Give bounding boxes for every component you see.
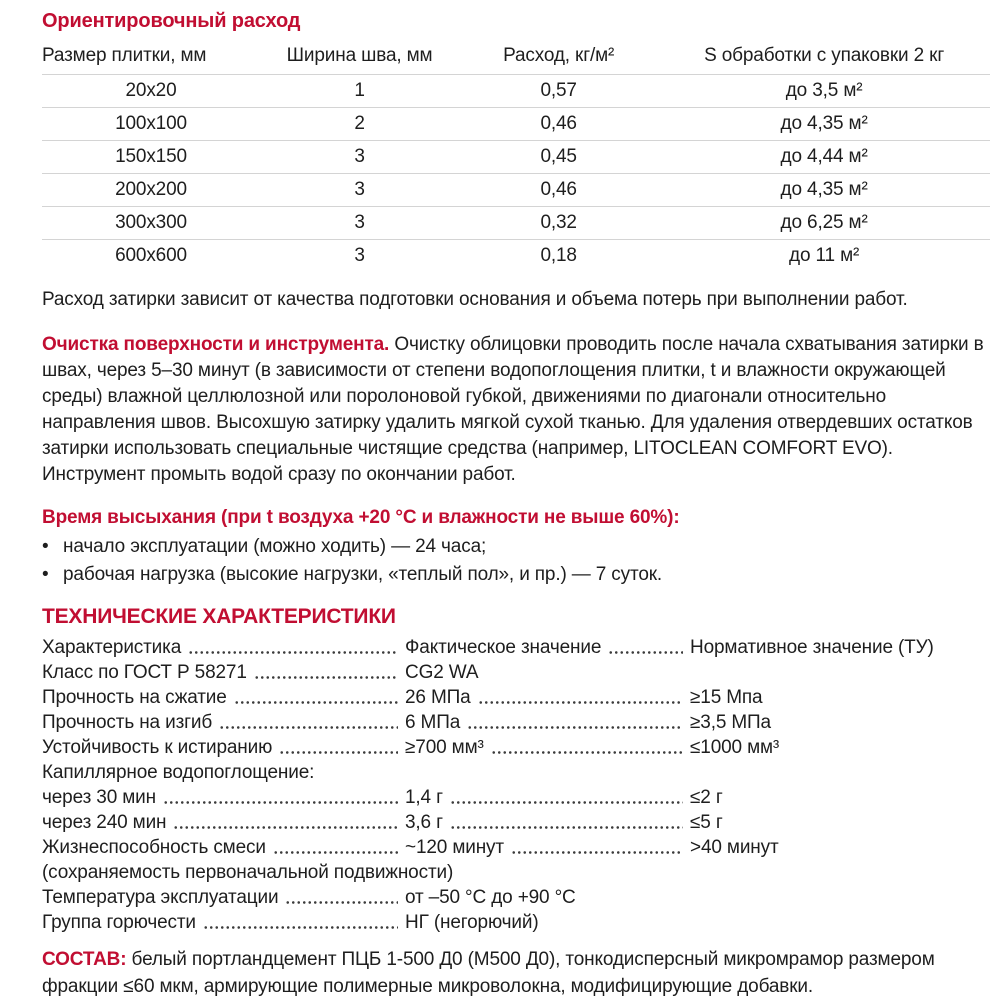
table-row <box>42 174 990 207</box>
col-header-coverage: S обработки с упаковки 2 кг <box>704 45 945 66</box>
tech-label: Жизнеспособность смеси <box>42 837 266 858</box>
table-cell: 3 <box>260 240 459 273</box>
consumption-table-header <box>42 43 990 75</box>
tech-row <box>42 910 985 935</box>
table-cell: 0,45 <box>459 141 658 174</box>
composition-paragraph <box>42 946 985 1000</box>
tech-row <box>42 835 985 860</box>
tech-row <box>42 735 985 760</box>
tech-norm: Нормативное значение (ТУ) <box>690 637 934 658</box>
drying-heading: Время высыхания (при t воздуха +20 °C и влажности не выше 60%): <box>42 507 680 528</box>
cleaning-lead: Очистка поверхности и инструмента. <box>42 334 390 355</box>
dot-leader <box>285 885 398 910</box>
drying-item-text: начало эксплуатации (можно ходить) — 24 часа; <box>63 536 487 557</box>
table-cell: 1 <box>260 75 459 108</box>
tech-label: через 30 мин <box>42 787 156 808</box>
tech-label: (сохраняемость первоначальной подвижности) <box>42 862 454 883</box>
col-header-consumption: Расход, кг/м² <box>503 45 615 66</box>
consumption-table <box>42 43 990 272</box>
table-cell: до 3,5 м² <box>658 75 990 108</box>
col-header-tile-size: Размер плитки, мм <box>42 45 207 66</box>
dot-leader <box>450 785 683 810</box>
dot-leader <box>491 735 683 760</box>
tech-row <box>42 885 985 910</box>
dot-leader <box>279 735 398 760</box>
tech-label: Группа горючести <box>42 912 196 933</box>
tech-value: НГ (негорючий) <box>405 912 539 933</box>
dot-leader <box>273 835 398 860</box>
table-cell: 0,32 <box>459 207 658 240</box>
cleaning-paragraph <box>42 332 985 488</box>
tech-label: Устойчивость к истиранию <box>42 737 273 758</box>
dot-leader <box>511 835 683 860</box>
table-cell: 300x300 <box>42 207 260 240</box>
dot-leader <box>203 910 398 935</box>
table-row <box>42 141 990 174</box>
table-cell: 0,57 <box>459 75 658 108</box>
tech-label: Капиллярное водопоглощение: <box>42 762 315 783</box>
tech-value: Фактическое значение <box>405 637 602 658</box>
tech-norm: ≥3,5 МПа <box>690 712 771 733</box>
dot-leader <box>450 810 683 835</box>
tech-norm: ≤5 г <box>690 812 723 833</box>
tech-label: Класс по ГОСТ Р 58271 <box>42 662 247 683</box>
tech-norm: ≥15 Мпа <box>690 687 763 708</box>
tech-label: через 240 мин <box>42 812 167 833</box>
bullet-icon: • <box>42 536 49 557</box>
table-cell: до 6,25 м² <box>658 207 990 240</box>
bullet-icon: • <box>42 564 49 585</box>
table-cell: 20x20 <box>42 75 260 108</box>
dot-leader <box>608 635 683 660</box>
drying-item-text: рабочая нагрузка (высокие нагрузки, «теплый пол», и пр.) — 7 суток. <box>63 564 663 585</box>
composition-lead: СОСТАВ: <box>42 949 127 970</box>
tech-row <box>42 635 985 660</box>
dot-leader <box>173 810 398 835</box>
tech-row <box>42 685 985 710</box>
table-row <box>42 108 990 141</box>
drying-section <box>42 504 985 589</box>
drying-list <box>42 533 985 589</box>
cleaning-text: Очистку облицовки проводить после начала схватывания затирки в швах, через 5–30 минут (в зависимости от степени водопоглощения плитки, t и влажности окружающей среды) влажной целлюлозной или поролоновой губкой, движениями по диагонали относительно направления швов. Высохшую затирку удалить мягкой сухой тканью. Для удаления отвердевших остатков затирки использовать специальные чистящие средства (например, LITOCLEAN COMFORT EVO). Инструмент промыть водой сразу по окончании работ. <box>42 334 984 485</box>
tech-value: ≥700 мм³ <box>405 737 484 758</box>
table-cell: до 4,44 м² <box>658 141 990 174</box>
tech-value: от –50 °C до +90 °C <box>405 887 576 908</box>
dot-leader <box>234 685 398 710</box>
tech-label: Характеристика <box>42 637 182 658</box>
table-cell: до 4,35 м² <box>658 108 990 141</box>
tech-label: Прочность на изгиб <box>42 712 213 733</box>
dot-leader <box>163 785 398 810</box>
tech-value: 1,4 г <box>405 787 443 808</box>
composition-text: белый портландцемент ПЦБ 1-500 Д0 (М500 Д0), тонкодисперсный микромрамор размером фракции ≤60 мкм, армирующие полимерные микроволокна, модифицирующие добавки. <box>42 949 935 997</box>
table-cell: 600x600 <box>42 240 260 273</box>
tech-section-title: ТЕХНИЧЕСКИЕ ХАРАКТЕРИСТИКИ <box>42 605 396 628</box>
col-header-seam-width: Ширина шва, мм <box>286 45 433 66</box>
table-cell: 2 <box>260 108 459 141</box>
tech-row <box>42 860 985 885</box>
table-cell: до 4,35 м² <box>658 174 990 207</box>
table-cell: до 11 м² <box>658 240 990 273</box>
tech-norm: ≤1000 мм³ <box>690 737 780 758</box>
tech-row <box>42 810 985 835</box>
drying-list-item <box>42 533 985 561</box>
table-cell: 3 <box>260 174 459 207</box>
tech-value: CG2 WA <box>405 662 479 683</box>
table-cell: 150x150 <box>42 141 260 174</box>
dot-leader <box>219 710 398 735</box>
tech-row <box>42 760 985 785</box>
table-cell: 3 <box>260 207 459 240</box>
dot-leader <box>467 710 683 735</box>
tech-value: ~120 минут <box>405 837 504 858</box>
drying-list-item <box>42 561 985 589</box>
consumption-table-body <box>42 75 990 273</box>
tech-row <box>42 710 985 735</box>
table-cell: 3 <box>260 141 459 174</box>
tech-row <box>42 785 985 810</box>
tech-value: 3,6 г <box>405 812 443 833</box>
table-row <box>42 240 990 273</box>
tech-label: Прочность на сжатие <box>42 687 227 708</box>
tech-value: 6 МПа <box>405 712 461 733</box>
table-row <box>42 207 990 240</box>
tech-label: Температура эксплуатации <box>42 887 279 908</box>
dot-leader <box>188 635 398 660</box>
tech-rows <box>42 635 985 935</box>
tech-row <box>42 660 985 685</box>
table-cell: 0,46 <box>459 174 658 207</box>
tech-norm: ≤2 г <box>690 787 723 808</box>
dot-leader <box>254 660 398 685</box>
consumption-note: Расход затирки зависит от качества подготовки основания и объема потерь при выполнении работ. <box>42 289 908 310</box>
tech-norm: >40 минут <box>690 837 779 858</box>
table-cell: 200x200 <box>42 174 260 207</box>
tech-value: 26 МПа <box>405 687 471 708</box>
dot-leader <box>478 685 683 710</box>
table-cell: 0,18 <box>459 240 658 273</box>
table-cell: 0,46 <box>459 108 658 141</box>
consumption-section-title: Ориентировочный расход <box>42 10 301 32</box>
table-cell: 100x100 <box>42 108 260 141</box>
table-row <box>42 75 990 108</box>
